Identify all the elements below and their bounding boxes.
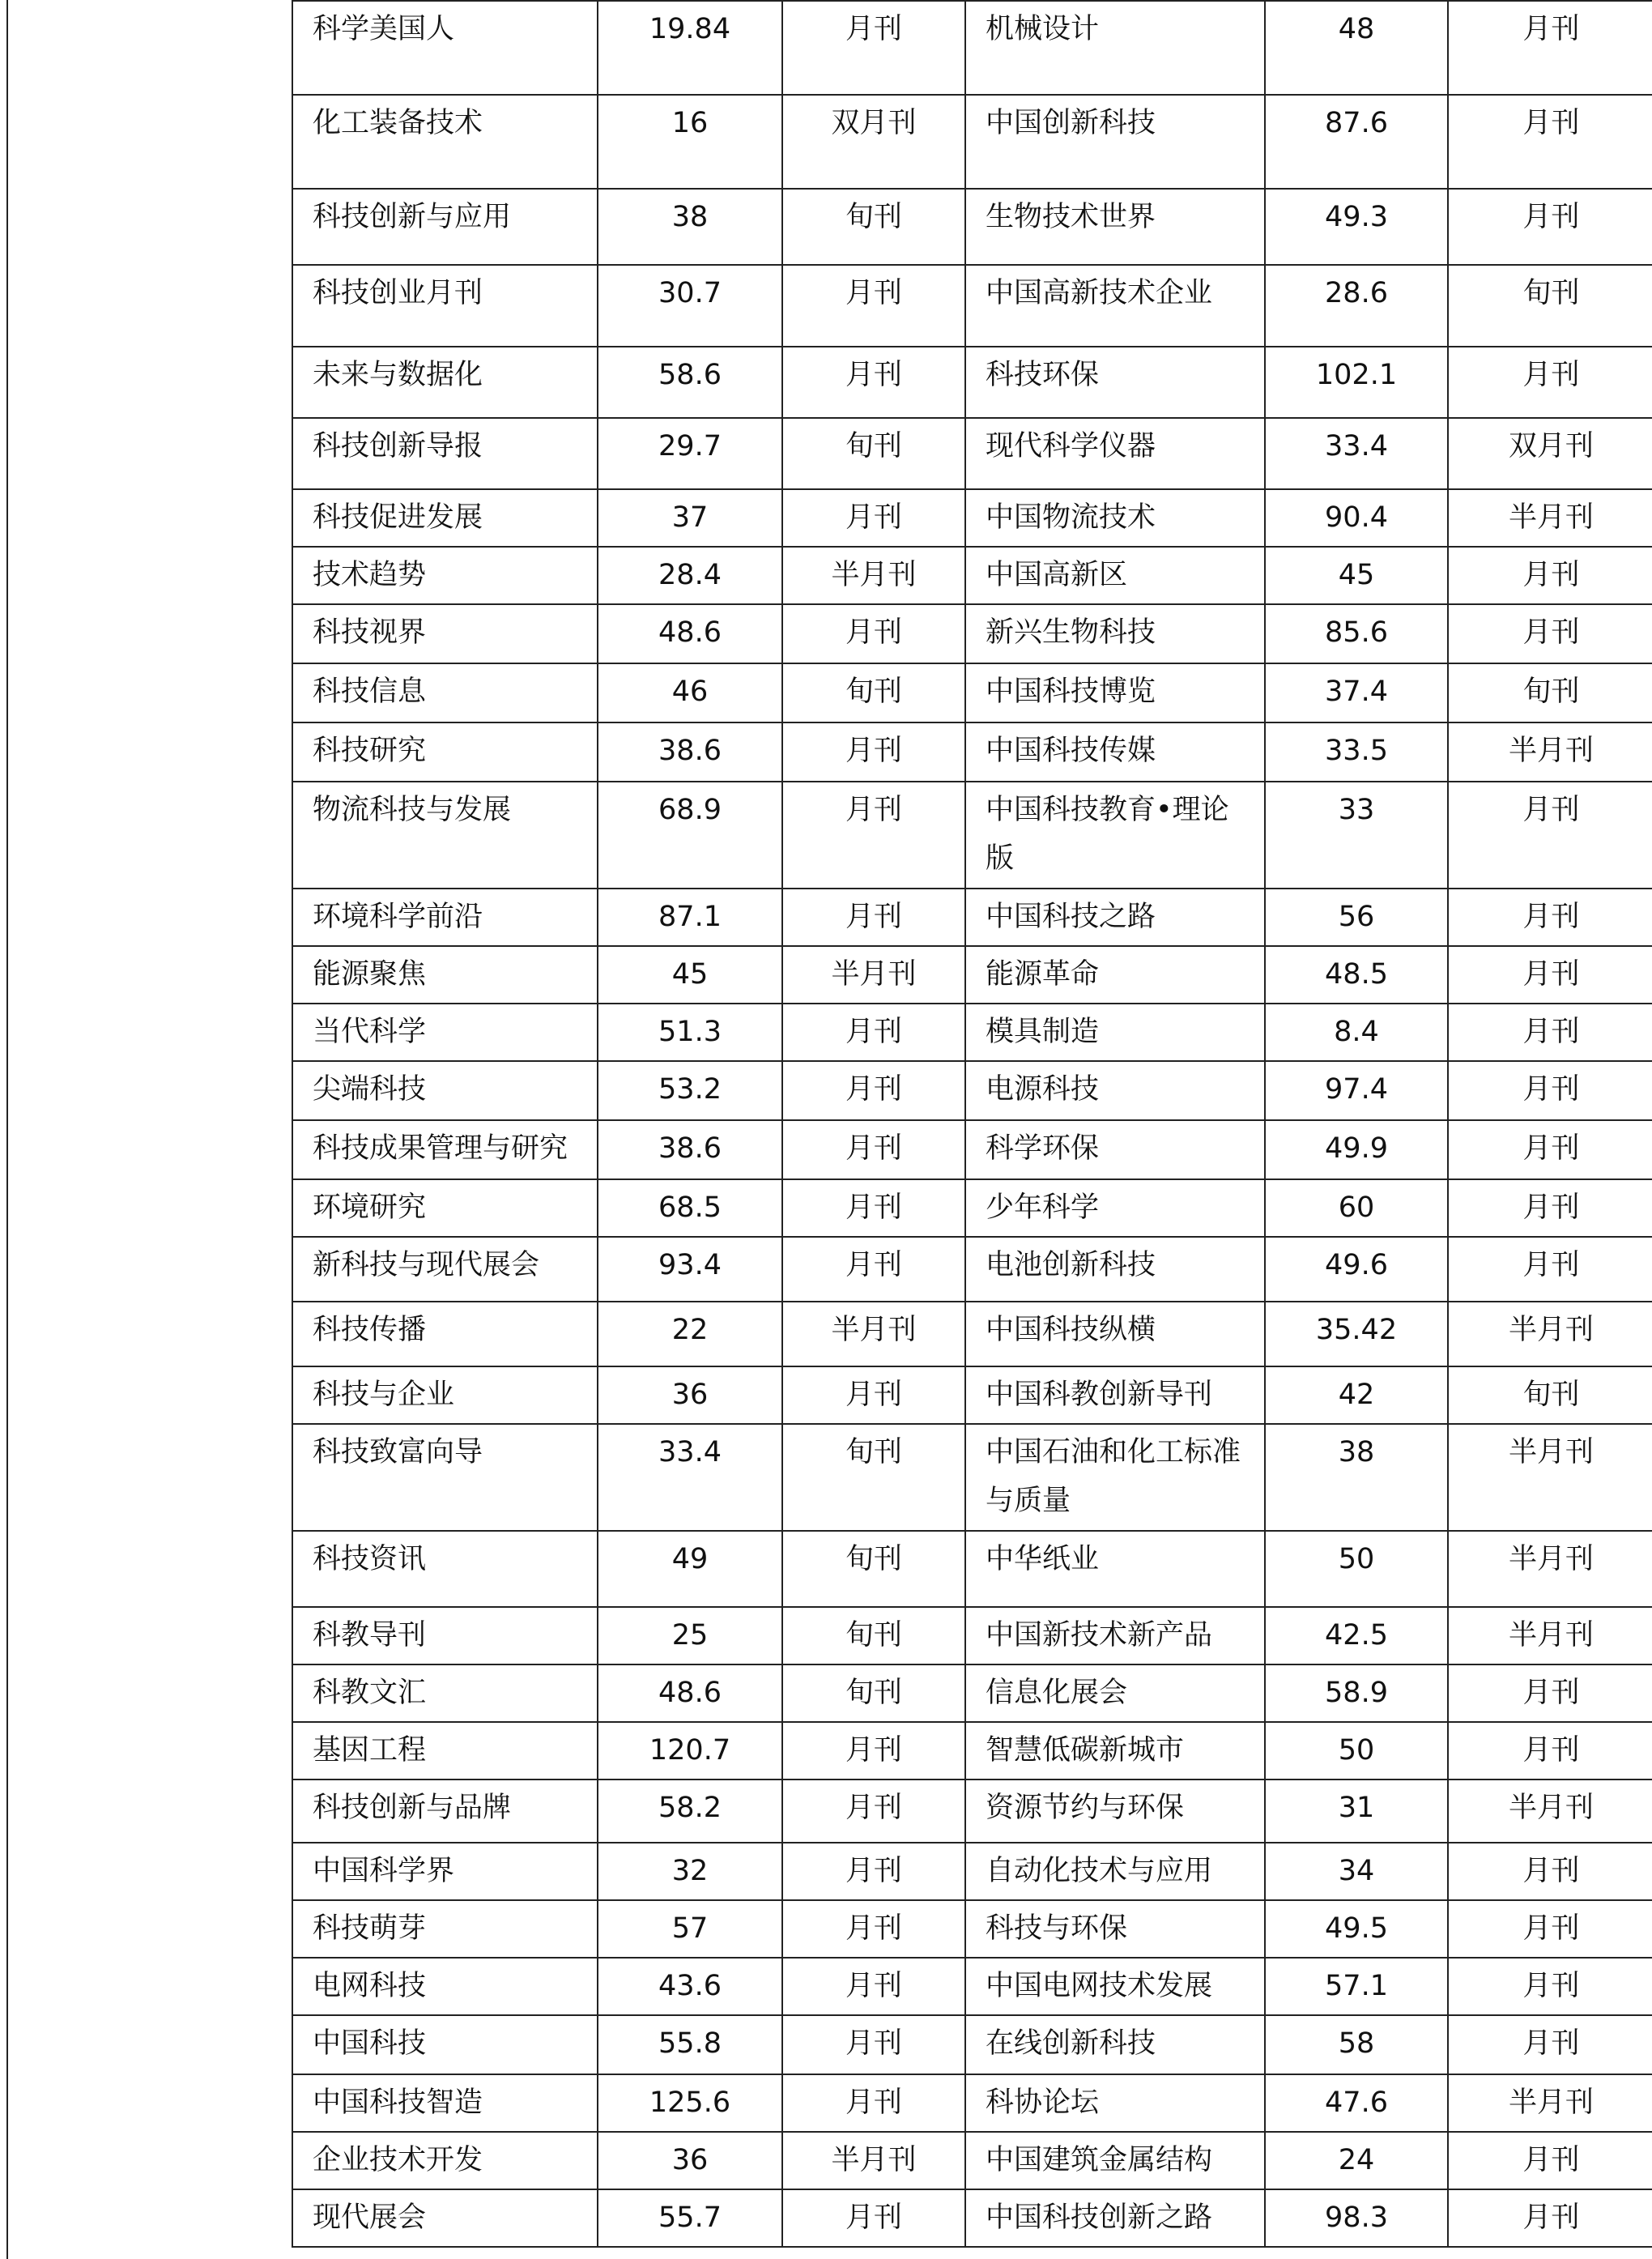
journal-name: 科技环保 [965, 347, 1265, 418]
journal-name: 模具制造 [965, 1004, 1265, 1061]
journal-frequency: 月刊 [782, 265, 965, 347]
journal-name: 企业技术开发 [292, 2132, 598, 2189]
table-row [292, 1366, 1652, 1424]
journal-price: 53.2 [598, 1061, 782, 1120]
journal-frequency: 月刊 [1448, 1900, 1652, 1958]
journal-name: 科技创新导报 [292, 418, 598, 489]
journal-price: 33.4 [1265, 418, 1448, 489]
journal-name: 科技萌芽 [292, 1900, 598, 1958]
journal-frequency: 旬刊 [782, 1531, 965, 1607]
table-row [292, 604, 1652, 663]
journal-frequency: 半月刊 [782, 547, 965, 604]
journal-frequency: 半月刊 [1448, 1531, 1652, 1607]
journal-name: 中国科技智造 [292, 2074, 598, 2132]
journal-price: 97.4 [1265, 1061, 1448, 1120]
journal-frequency: 半月刊 [782, 946, 965, 1004]
table-row [292, 1, 1652, 95]
journal-name: 电源科技 [965, 1061, 1265, 1120]
journal-name: 当代科学 [292, 1004, 598, 1061]
journal-frequency: 半月刊 [1448, 489, 1652, 547]
journal-price: 49.9 [1265, 1120, 1448, 1179]
journal-frequency: 旬刊 [1448, 663, 1652, 722]
journal-name: 科教文汇 [292, 1664, 598, 1722]
journal-frequency: 月刊 [1448, 2132, 1652, 2189]
journal-frequency: 半月刊 [782, 1302, 965, 1366]
table-row [292, 1004, 1652, 1061]
journal-frequency: 旬刊 [782, 1607, 965, 1664]
journal-frequency: 月刊 [1448, 1120, 1652, 1179]
journal-frequency: 月刊 [1448, 547, 1652, 604]
table-row [292, 2074, 1652, 2132]
table-row [292, 265, 1652, 347]
journal-name: 中国科技纵横 [965, 1302, 1265, 1366]
journal-frequency: 半月刊 [1448, 1302, 1652, 1366]
journal-price: 87.6 [1265, 95, 1448, 189]
journal-frequency: 月刊 [1448, 1722, 1652, 1779]
table-row [292, 1237, 1652, 1302]
journal-price: 93.4 [598, 1237, 782, 1302]
journal-name: 科学美国人 [292, 1, 598, 95]
journal-name: 中国科学界 [292, 1843, 598, 1900]
journal-frequency: 旬刊 [782, 1424, 965, 1531]
journal-price: 49 [598, 1531, 782, 1607]
journal-frequency: 月刊 [1448, 2015, 1652, 2074]
journal-frequency: 月刊 [1448, 1061, 1652, 1120]
journal-price: 42 [1265, 1366, 1448, 1424]
journal-frequency: 月刊 [1448, 889, 1652, 946]
journal-price: 85.6 [1265, 604, 1448, 663]
journal-price: 34 [1265, 1843, 1448, 1900]
journal-price: 68.9 [598, 782, 782, 889]
journal-price: 43.6 [598, 1958, 782, 2015]
journal-frequency: 月刊 [782, 1120, 965, 1179]
journal-frequency: 半月刊 [1448, 722, 1652, 782]
journal-price: 48.6 [598, 1664, 782, 1722]
table-row [292, 547, 1652, 604]
journal-frequency: 月刊 [782, 1004, 965, 1061]
journal-price: 22 [598, 1302, 782, 1366]
journal-frequency: 月刊 [782, 1179, 965, 1237]
journal-frequency: 月刊 [782, 1237, 965, 1302]
journal-frequency: 月刊 [782, 1900, 965, 1958]
journal-price: 38 [598, 189, 782, 265]
journal-price: 102.1 [1265, 347, 1448, 418]
table-row [292, 1531, 1652, 1607]
journal-price: 58.9 [1265, 1664, 1448, 1722]
table-row [292, 946, 1652, 1004]
journal-price: 57.1 [1265, 1958, 1448, 2015]
journal-frequency: 旬刊 [782, 189, 965, 265]
table-row [292, 889, 1652, 946]
journal-name: 物流科技与发展 [292, 782, 598, 889]
journal-frequency: 月刊 [1448, 95, 1652, 189]
journal-name: 中国创新科技 [965, 95, 1265, 189]
journal-frequency: 月刊 [1448, 946, 1652, 1004]
journal-frequency: 月刊 [782, 1958, 965, 2015]
journal-price: 58 [1265, 2015, 1448, 2074]
journal-frequency: 月刊 [782, 1366, 965, 1424]
table-row [292, 782, 1652, 889]
journal-price: 37.4 [1265, 663, 1448, 722]
journal-price: 45 [598, 946, 782, 1004]
journal-frequency: 月刊 [1448, 1958, 1652, 2015]
journal-price: 42.5 [1265, 1607, 1448, 1664]
table-row [292, 1061, 1652, 1120]
journal-name: 资源节约与环保 [965, 1779, 1265, 1843]
journal-price: 19.84 [598, 1, 782, 95]
journal-name: 少年科学 [965, 1179, 1265, 1237]
journal-frequency: 月刊 [782, 2015, 965, 2074]
journal-name: 中华纸业 [965, 1531, 1265, 1607]
journal-name: 生物技术世界 [965, 189, 1265, 265]
journal-name: 电网科技 [292, 1958, 598, 2015]
journal-name: 中国高新区 [965, 547, 1265, 604]
table-row [292, 1779, 1652, 1843]
journal-name: 科技资讯 [292, 1531, 598, 1607]
journal-frequency: 月刊 [782, 2074, 965, 2132]
journal-name: 尖端科技 [292, 1061, 598, 1120]
table-row [292, 347, 1652, 418]
table-row [292, 95, 1652, 189]
journal-name: 科教导刊 [292, 1607, 598, 1664]
journal-price: 57 [598, 1900, 782, 1958]
journal-frequency: 月刊 [1448, 1237, 1652, 1302]
journal-frequency: 旬刊 [782, 663, 965, 722]
journal-name: 中国科教创新导刊 [965, 1366, 1265, 1424]
table-row [292, 1179, 1652, 1237]
journal-price: 38 [1265, 1424, 1448, 1531]
journal-name: 科技创新与品牌 [292, 1779, 598, 1843]
journal-price: 36 [598, 1366, 782, 1424]
journal-frequency: 月刊 [782, 1843, 965, 1900]
journal-frequency: 半月刊 [1448, 1779, 1652, 1843]
journal-price: 31 [1265, 1779, 1448, 1843]
journal-name: 技术趋势 [292, 547, 598, 604]
table-row [292, 1958, 1652, 2015]
journal-price: 33 [1265, 782, 1448, 889]
journal-price: 49.6 [1265, 1237, 1448, 1302]
journal-frequency: 月刊 [1448, 347, 1652, 418]
table-row [292, 1302, 1652, 1366]
table-row [292, 1664, 1652, 1722]
journal-price: 47.6 [1265, 2074, 1448, 2132]
journal-name: 能源革命 [965, 946, 1265, 1004]
journal-name: 中国新技术新产品 [965, 1607, 1265, 1664]
table-row [292, 2132, 1652, 2189]
journal-name: 中国科技 [292, 2015, 598, 2074]
journal-frequency: 月刊 [782, 2189, 965, 2247]
journal-price: 50 [1265, 1722, 1448, 1779]
journal-price: 28.6 [1265, 265, 1448, 347]
table-row [292, 1843, 1652, 1900]
journal-name: 中国科技创新之路 [965, 2189, 1265, 2247]
journal-price: 33.5 [1265, 722, 1448, 782]
journal-name: 环境科学前沿 [292, 889, 598, 946]
journal-frequency: 月刊 [782, 1779, 965, 1843]
journal-frequency: 月刊 [1448, 1843, 1652, 1900]
journal-name: 科技创新与应用 [292, 189, 598, 265]
table-row [292, 2015, 1652, 2074]
journal-name: 未来与数据化 [292, 347, 598, 418]
journal-name: 科技致富向导 [292, 1424, 598, 1531]
journal-frequency: 月刊 [1448, 782, 1652, 889]
journal-frequency: 旬刊 [1448, 265, 1652, 347]
table-row [292, 2189, 1652, 2247]
journal-frequency: 半月刊 [1448, 1607, 1652, 1664]
journal-name: 中国石油和化工标准与质量 [965, 1424, 1265, 1531]
page-left-rule [6, 0, 8, 2259]
journal-name: 中国高新技术企业 [965, 265, 1265, 347]
journal-frequency: 月刊 [1448, 1, 1652, 95]
journal-price: 33.4 [598, 1424, 782, 1531]
journal-frequency: 半月刊 [782, 2132, 965, 2189]
journal-name: 科技信息 [292, 663, 598, 722]
journal-name: 电池创新科技 [965, 1237, 1265, 1302]
table-row [292, 722, 1652, 782]
journal-name: 现代科学仪器 [965, 418, 1265, 489]
journal-price: 29.7 [598, 418, 782, 489]
journal-name: 中国科技博览 [965, 663, 1265, 722]
journal-price: 25 [598, 1607, 782, 1664]
journal-price: 49.5 [1265, 1900, 1448, 1958]
journal-price: 60 [1265, 1179, 1448, 1237]
journal-price: 16 [598, 95, 782, 189]
journal-frequency: 双月刊 [782, 95, 965, 189]
journal-name: 能源聚焦 [292, 946, 598, 1004]
journal-frequency: 月刊 [782, 489, 965, 547]
journal-price: 120.7 [598, 1722, 782, 1779]
journal-price: 90.4 [1265, 489, 1448, 547]
journal-frequency: 双月刊 [1448, 418, 1652, 489]
journal-name: 科技与企业 [292, 1366, 598, 1424]
journal-price: 125.6 [598, 2074, 782, 2132]
journal-price: 51.3 [598, 1004, 782, 1061]
journal-price: 32 [598, 1843, 782, 1900]
journal-price: 36 [598, 2132, 782, 2189]
journal-frequency: 月刊 [782, 1, 965, 95]
journal-price: 48 [1265, 1, 1448, 95]
journal-name: 中国物流技术 [965, 489, 1265, 547]
journal-price: 30.7 [598, 265, 782, 347]
journal-name: 中国电网技术发展 [965, 1958, 1265, 2015]
journal-name: 智慧低碳新城市 [965, 1722, 1265, 1779]
table-row [292, 1424, 1652, 1531]
journal-frequency: 月刊 [782, 604, 965, 663]
journal-price: 48.5 [1265, 946, 1448, 1004]
journal-frequency: 旬刊 [782, 1664, 965, 1722]
journal-price: 58.6 [598, 347, 782, 418]
journal-price: 56 [1265, 889, 1448, 946]
journal-name: 中国建筑金属结构 [965, 2132, 1265, 2189]
journal-name: 信息化展会 [965, 1664, 1265, 1722]
journal-name: 自动化技术与应用 [965, 1843, 1265, 1900]
journal-name: 科技视界 [292, 604, 598, 663]
table-row [292, 663, 1652, 722]
table-row [292, 1607, 1652, 1664]
journal-frequency: 月刊 [782, 782, 965, 889]
table-row [292, 1722, 1652, 1779]
journal-price: 24 [1265, 2132, 1448, 2189]
journal-name: 科协论坛 [965, 2074, 1265, 2132]
table-row [292, 189, 1652, 265]
journal-frequency: 月刊 [782, 347, 965, 418]
journal-name: 在线创新科技 [965, 2015, 1265, 2074]
journal-name: 化工装备技术 [292, 95, 598, 189]
journal-frequency: 月刊 [782, 1061, 965, 1120]
journal-price: 68.5 [598, 1179, 782, 1237]
table-row [292, 418, 1652, 489]
journal-name: 中国科技教育•理论版 [965, 782, 1265, 889]
journal-frequency: 月刊 [1448, 1179, 1652, 1237]
journal-name: 科技与环保 [965, 1900, 1265, 1958]
journal-price: 45 [1265, 547, 1448, 604]
journal-price: 46 [598, 663, 782, 722]
journal-price: 37 [598, 489, 782, 547]
journal-frequency: 半月刊 [1448, 2074, 1652, 2132]
journal-price: 58.2 [598, 1779, 782, 1843]
table-row [292, 489, 1652, 547]
table-row [292, 1120, 1652, 1179]
journal-frequency: 旬刊 [1448, 1366, 1652, 1424]
journal-frequency: 旬刊 [782, 418, 965, 489]
journal-frequency: 月刊 [782, 889, 965, 946]
journal-price: 55.7 [598, 2189, 782, 2247]
journal-name: 现代展会 [292, 2189, 598, 2247]
journal-name: 科学环保 [965, 1120, 1265, 1179]
journal-table [292, 0, 1652, 2248]
journal-price: 49.3 [1265, 189, 1448, 265]
journal-price: 87.1 [598, 889, 782, 946]
journal-price: 48.6 [598, 604, 782, 663]
journal-frequency: 半月刊 [1448, 1424, 1652, 1531]
journal-frequency: 月刊 [1448, 1664, 1652, 1722]
journal-name: 科技研究 [292, 722, 598, 782]
journal-name: 中国科技之路 [965, 889, 1265, 946]
journal-frequency: 月刊 [1448, 2189, 1652, 2247]
journal-name: 基因工程 [292, 1722, 598, 1779]
journal-name: 科技促进发展 [292, 489, 598, 547]
journal-price: 8.4 [1265, 1004, 1448, 1061]
table-row [292, 1900, 1652, 1958]
journal-frequency: 月刊 [1448, 189, 1652, 265]
journal-name: 新兴生物科技 [965, 604, 1265, 663]
journal-frequency: 月刊 [782, 722, 965, 782]
journal-frequency: 月刊 [1448, 604, 1652, 663]
journal-table-body [292, 1, 1652, 2247]
journal-frequency: 月刊 [782, 1722, 965, 1779]
journal-name: 科技成果管理与研究 [292, 1120, 598, 1179]
journal-name: 中国科技传媒 [965, 722, 1265, 782]
journal-name: 科技传播 [292, 1302, 598, 1366]
journal-price: 55.8 [598, 2015, 782, 2074]
journal-price: 50 [1265, 1531, 1448, 1607]
journal-name: 新科技与现代展会 [292, 1237, 598, 1302]
journal-price: 38.6 [598, 1120, 782, 1179]
journal-price: 35.42 [1265, 1302, 1448, 1366]
journal-price: 38.6 [598, 722, 782, 782]
journal-name: 科技创业月刊 [292, 265, 598, 347]
journal-name: 环境研究 [292, 1179, 598, 1237]
journal-frequency: 月刊 [1448, 1004, 1652, 1061]
journal-price: 28.4 [598, 547, 782, 604]
journal-name: 机械设计 [965, 1, 1265, 95]
journal-price: 98.3 [1265, 2189, 1448, 2247]
